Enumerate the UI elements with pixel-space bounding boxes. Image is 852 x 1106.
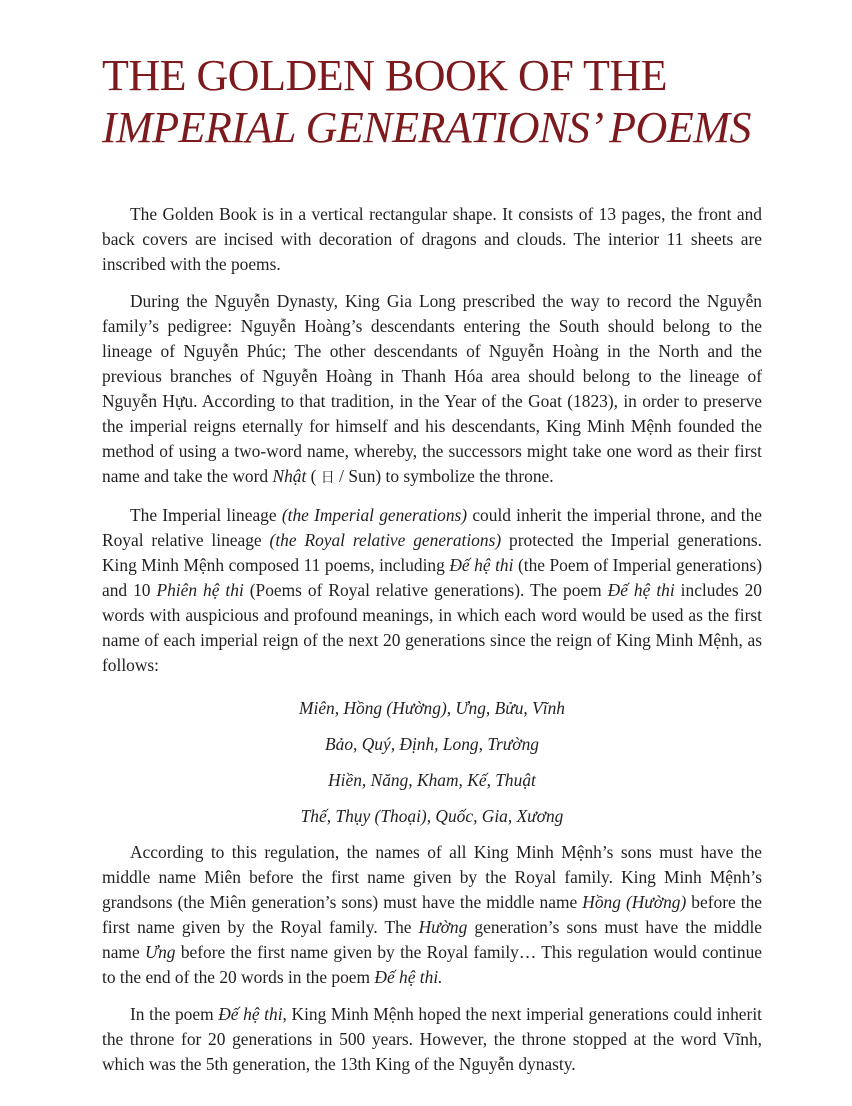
sun-character: 日 — [320, 470, 335, 486]
poem-verses — [102, 690, 762, 834]
paragraph-4-text-c: generation’s sons must have the middle name — [102, 917, 762, 962]
paragraph-4-italic-2: Hường — [418, 917, 468, 937]
paragraph-4-italic-4: Đế hệ thi. — [374, 967, 443, 987]
paragraph-3-italic-3: Đế hệ thi — [449, 555, 514, 575]
poem-line: Miên, Hồng (Hường), Ưng, Bửu, Vĩnh — [299, 698, 565, 718]
paragraph-2 — [102, 289, 762, 491]
paragraph-3-text-d: (the Poem of Imperial generations) and 10 — [102, 555, 763, 600]
paragraph-4-italic-1: Hồng (Hường) — [582, 892, 687, 912]
nhat-word: Nhật — [272, 466, 307, 486]
paragraph-3 — [102, 503, 762, 678]
paragraph-2-end: / Sun) to symbolize the throne. — [334, 466, 554, 486]
poem-line: Thế, Thụy (Thoại), Quốc, Gia, Xương — [300, 806, 564, 826]
paragraph-3-text-e: (Poems of Royal relative generations). The poem — [243, 580, 608, 600]
paragraph-3-text-c: protected the Imperial generations. King Minh Mệnh composed 11 poems, including — [102, 530, 762, 575]
paragraph-3-text-b: could inherit the imperial throne, and the Royal relative lineage — [102, 505, 763, 550]
paragraph-3-text-a: The Imperial lineage — [130, 505, 282, 525]
paragraph-3-italic-5: Đế hệ thi — [607, 580, 675, 600]
title-line-2: IMPERIAL GENERATIONS’ POEMS — [102, 103, 751, 152]
paragraph-5-text-a: In the poem — [130, 1004, 219, 1024]
paragraph-1 — [102, 202, 762, 277]
paragraph-5-text-b: , King Minh Mệnh hoped the next imperial generations could inherit the throne for 20 generations in 500 years. However, the throne stopped at the word Vĩnh, which was the 5th generation, the 13th King of the Nguyễn dynasty. — [102, 1004, 762, 1074]
poem-line: Bảo, Quý, Định, Long, Trường — [325, 734, 539, 754]
paragraph-4-text-a: According to this regulation, the names of all King Minh Mệnh’s sons must have the middle name Miên before the first name given by the Royal family. King Minh Mệnh’s grandsons (the Miên generation’s sons) must have the middle name — [102, 842, 762, 912]
body-text — [102, 202, 762, 1089]
paragraph-5-italic-1: Đế hệ thi — [218, 1004, 283, 1024]
poem-line: Hiền, Năng, Kham, Kế, Thuật — [328, 770, 536, 790]
title-line-1: THE GOLDEN BOOK OF THE — [102, 51, 668, 100]
paragraph-3-italic-4: Phiên hệ thi — [156, 580, 244, 600]
paren-open: ( — [306, 466, 321, 486]
paragraph-4-text-b: before the first name given by the Royal family. The — [102, 892, 763, 937]
paragraph-5 — [102, 1002, 762, 1077]
paragraph-4 — [102, 840, 762, 990]
paragraph-1-text: The Golden Book is in a vertical rectangular shape. It consists of 13 pages, the front and back covers are incised with decoration of dragons and clouds. The interior 11 sheets are inscribed with the poems. — [102, 204, 762, 274]
paragraph-3-italic-1: (the Imperial generations) — [281, 505, 468, 525]
paragraph-4-text-d: before the first name given by the Royal family… This regulation would continue to the end of the 20 words in the poem — [102, 942, 762, 987]
paragraph-3-text-f: includes 20 words with auspicious and profound meanings, in which each word would be used as the first name of each imperial reign of the next 20 generations since the reign of King Minh Mệnh, as follows: — [102, 580, 762, 675]
paragraph-2-text: During the Nguyễn Dynasty, King Gia Long prescribed the way to record the Nguyễn family’s pedigree: Nguyễn Hoàng’s descendants entering the South should belong to the lineage of Nguyễn Phúc; The other descendants of Nguyễn Hoàng in the North and the previous branches of Nguyễn Hoàng in Thanh Hóa area should belong to the lineage of Nguyễn Hựu. According to that tradition, in the Year of the Goat (1823), in order to preserve the imperial reigns eternally for himself and his descendants, King Minh Mệnh founded the method of using a two-word name, whereby, the successors might take one word as their first name and take the word — [102, 291, 762, 486]
paragraph-3-italic-2: (the Royal relative generations) — [269, 530, 502, 550]
paragraph-4-italic-3: Ưng — [144, 942, 176, 962]
page-title — [102, 50, 802, 154]
